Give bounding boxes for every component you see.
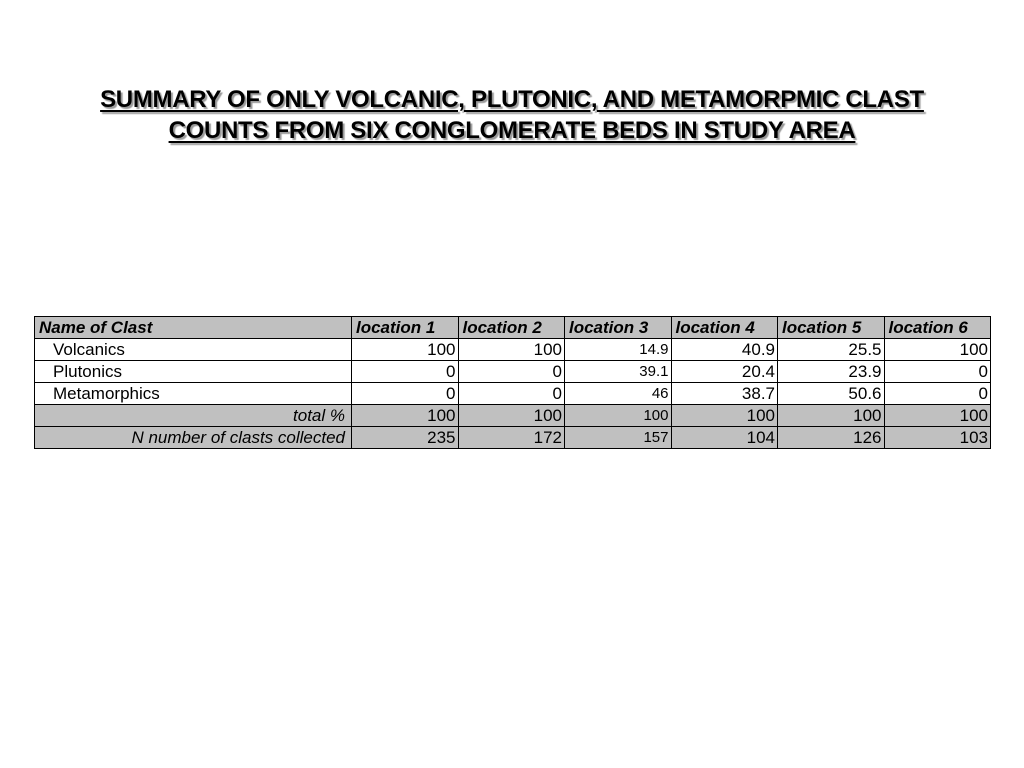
cell-location-4: 100: [671, 405, 778, 427]
cell-location-6: 100: [884, 405, 991, 427]
cell-location-5: 50.6: [778, 383, 885, 405]
cell-location-6: 103: [884, 427, 991, 449]
cell-location-1: 0: [352, 383, 459, 405]
cell-location-2: 100: [458, 339, 565, 361]
cell-location-1: 100: [352, 339, 459, 361]
cell-location-3: 157: [565, 427, 672, 449]
header-location-2: location 2: [458, 317, 565, 339]
cell-location-2: 100: [458, 405, 565, 427]
cell-location-4: 40.9: [671, 339, 778, 361]
header-location-3: location 3: [565, 317, 672, 339]
table-row-total: [35, 405, 991, 427]
row-label: Metamorphics: [35, 383, 352, 405]
cell-location-5: 100: [778, 405, 885, 427]
cell-location-3: 100: [565, 405, 672, 427]
title-line-1: SUMMARY OF ONLY VOLCANIC, PLUTONIC, AND METAMORPMIC CLAST: [100, 86, 924, 113]
cell-location-4: 104: [671, 427, 778, 449]
cell-location-6: 0: [884, 361, 991, 383]
cell-location-1: 235: [352, 427, 459, 449]
cell-location-4: 20.4: [671, 361, 778, 383]
cell-location-4: 38.7: [671, 383, 778, 405]
header-location-5: location 5: [778, 317, 885, 339]
cell-location-6: 0: [884, 383, 991, 405]
cell-location-3: 39.1: [565, 361, 672, 383]
header-location-1: location 1: [352, 317, 459, 339]
title-line-2: COUNTS FROM SIX CONGLOMERATE BEDS IN STUDY AREA: [168, 117, 856, 144]
cell-location-2: 0: [458, 383, 565, 405]
cell-location-2: 172: [458, 427, 565, 449]
cell-location-5: 126: [778, 427, 885, 449]
cell-location-3: 14.9: [565, 339, 672, 361]
header-location-6: location 6: [884, 317, 991, 339]
cell-location-5: 25.5: [778, 339, 885, 361]
table-row-clast-count: [35, 427, 991, 449]
header-row: [35, 317, 991, 339]
cell-location-1: 0: [352, 361, 459, 383]
cell-location-1: 100: [352, 405, 459, 427]
row-label: N number of clasts collected: [35, 427, 352, 449]
table-row-plutonics: [35, 361, 991, 383]
cell-location-6: 100: [884, 339, 991, 361]
header-name-of-clast: Name of Clast: [35, 317, 352, 339]
row-label: total %: [35, 405, 352, 427]
cell-location-3: 46: [565, 383, 672, 405]
page-title: [0, 84, 1024, 146]
cell-location-2: 0: [458, 361, 565, 383]
cell-location-5: 23.9: [778, 361, 885, 383]
clast-summary-table: [34, 316, 991, 449]
row-label: Plutonics: [35, 361, 352, 383]
row-label: Volcanics: [35, 339, 352, 361]
table-row-volcanics: [35, 339, 991, 361]
header-location-4: location 4: [671, 317, 778, 339]
table-row-metamorphics: [35, 383, 991, 405]
